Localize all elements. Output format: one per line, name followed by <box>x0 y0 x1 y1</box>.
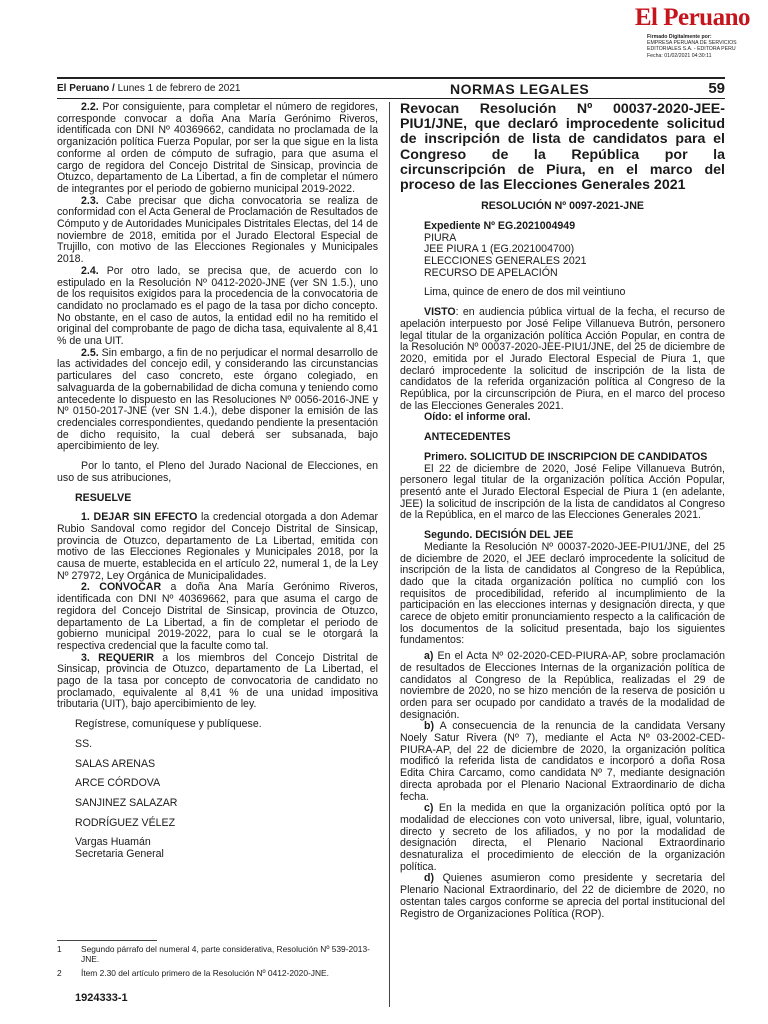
visto-lead: VISTO <box>424 306 456 319</box>
digital-signature-stamp <box>647 34 759 59</box>
expediente-text: Expediente Nº EG.2021004949 <box>424 219 576 232</box>
column-divider <box>389 102 390 1007</box>
item-lead: d) <box>424 872 434 885</box>
para-text: Por otro lado, se precisa que, de acuerdo con lo estipulado en la Resolución Nº 0412-2020-JNE (ver SN 1.5.), uno de los requisitos exigidos para la procedencia de la convocatoria de candidato no proclamado es el pago de la tasa por dicho concepto. No obstante, en el caso de autos, la entidad edil no ha remitido el original del comprobante de pago de dicha tasa, equivalente al 8,41 % de una UIT. <box>57 264 378 348</box>
stamp-line: Firmado Digitalmente por: <box>647 34 712 40</box>
footnote-text: Ítem 2.30 del artículo primero de la Resolución Nº 0412-2020-JNE. <box>81 967 329 978</box>
meta-line: JEE PIURA 1 (EG.2021004700) <box>424 243 575 256</box>
signer-name: RODRÍGUEZ VÉLEZ <box>75 816 176 829</box>
primero-heading-text: Primero. SOLICITUD DE INSCRIPCION DE CANDIDATOS <box>424 450 708 463</box>
para-number: 2.3. <box>81 194 99 207</box>
para-number: 2.5. <box>81 346 99 359</box>
para-text: Cabe precisar que dicha convocatoria se realiza de conformidad con el Acta General de Proclamación de Resultados de Cómputo y de Autoridades Municipales Distritales Electas, del 14 de noviembre de 2018, emitida por el Jurado Electoral Especial de Trujillo, con motivo de las Elecciones Regionales y Municipales 2018. <box>57 194 378 266</box>
antecedentes-text: ANTECEDENTES <box>424 431 511 444</box>
secretary-name: Vargas Huamán <box>75 836 151 849</box>
resolutive-lead: 3. REQUERIR <box>81 651 155 664</box>
fundamento-a <box>400 651 725 721</box>
stamp-line: Fecha: 01/02/2021 04:30:11 <box>647 52 712 59</box>
footnotes <box>57 944 378 981</box>
para-text: Por consiguiente, para completar el número de regidores, corresponde convocar a doña Ana María Gerónimo Riveros, identificada con DNI Nº 40369662, candidata no proclamada de la organización política Fuerza Popular, por ser la que sigue en la lista conforme al orden de cómputo de sufragio, para que asuma el cargo de regidora del Concejo Distrital de Sinsicap, provincia de Otuzco, departamento de La Libertad, a fin de completar el número de integrantes por el periodo de gobierno municipal 2019-2022. <box>57 101 378 195</box>
paragraph-2-3 <box>57 196 378 266</box>
secretary-title: Secretaria General <box>75 848 164 861</box>
para-number: 2.4. <box>81 264 99 277</box>
resolutive-lead: 2. CONVOCAR <box>81 581 162 594</box>
registrese-line: Regístrese, comuníquese y publíquese. <box>75 718 262 731</box>
visto-text: : en audiencia pública virtual de la fecha, el recurso de apelación interpuesto por José Felipe Villanueva Butrón, personero legal titular de la organización política Acción Popular, en contra de la Resolución Nº 00037-2020-JEE-PIU1/JNE, del 25 de diciembre de 2020, emitida por el Jurado Electoral Especial de Piura 1, que declaró improcedente la solicitud de inscripción de la lista de candidatos de la referida organización política al Congreso de la República, por la circunscripción de Piura, en el marco del proceso de las Elecciones Generales 2021. <box>400 306 725 412</box>
publication-code: 1924333-1 <box>75 992 128 1004</box>
antecedentes-heading <box>400 432 725 444</box>
resuelve-text: RESUELVE <box>75 491 132 504</box>
header-date-text: Lunes 1 de febrero de 2021 <box>114 83 241 94</box>
place-date: Lima, quince de enero de dos mil veintiuno <box>424 286 626 299</box>
item-lead: b) <box>424 720 434 733</box>
segundo-paragraph: Mediante la Resolución Nº 00037-2020-JEE-PIU1/JNE, del 25 de diciembre de 2020, el JEE declaró improcedente la solicitud de inscripción de la lista de candidatos al Congreso de la República, dado que la citada organización política no cumplió con los requisitos de procedibilidad, referido al incumplimiento de la participación en las elecciones internas y designación directa, y que carece de objeto emitir pronunciamiento respecto a la calificación de los documentos de la solicitud presentada, bajo los siguientes fundamentos: <box>400 540 725 647</box>
left-column <box>57 102 378 861</box>
resolutive-1 <box>57 512 378 582</box>
footnote <box>57 968 378 978</box>
visto-paragraph <box>400 307 725 412</box>
footnote-number: 1 <box>57 944 62 954</box>
primero-heading <box>400 452 725 464</box>
footnote <box>57 944 378 965</box>
item-text: En la medida en que la organización política optó por la modalidad de elecciones con voto universal, libre, igual, voluntario, directo y secreto de los afiliados, y no por la modalidad de designación directa, el Plenario Nacional Extraordinario desnaturaliza el procedimiento de elección de la organización política. <box>400 802 725 873</box>
resolutive-2 <box>57 582 378 652</box>
resolutive-text: a los miembros del Concejo Distrital de Sinsicap, provincia de Otuzco, departamento de La Libertad, el pago de la tasa por concepto de convocatoria de candidato no proclamado, equivalente al 8,41 % de una unidad impositiva tributaria (UIT), bajo apercibimiento de ley. <box>57 651 378 711</box>
item-text: A consecuencia de la renuncia de la candidata Versany Noely Satur Rivera (Nº 7), mediante el Acta Nº 03-2002-CED-PIURA-AP, del 22 de diciembre de 2020, la organización política modificó la referida lista de candidatos e incorporó a doña Rosa Edita Chira Carcamo, como candidata Nº 7, mediante designación directa aprobada por el Plenario Nacional Extraordinario de dicha fecha. <box>400 720 725 803</box>
ss-line: SS. <box>75 737 93 750</box>
por-tanto-paragraph: Por lo tanto, el Pleno del Jurado Nacional de Elecciones, en uso de sus atribuciones, <box>57 460 378 484</box>
right-column <box>400 102 725 920</box>
fundamento-c <box>400 803 725 873</box>
footnote-number: 2 <box>57 967 62 978</box>
resolutive-lead: 1. DEJAR SIN EFECTO <box>81 511 198 524</box>
resuelve-heading <box>57 493 378 505</box>
resolutive-text: la credencial otorgada a don Ademar Rubio Sandoval como regidor del Concejo Distrital de Sinsicap, provincia de Otuzco, departamento de La Libertad, emitida con motivo de las Elecciones Regionales y Municipales 2018, por la causa de muerte, establecida en el artículo 22, numeral 1, de la Ley Nº 27972, Ley Orgánica de Municipalidades. <box>57 511 378 582</box>
resolution-number <box>400 201 725 213</box>
paragraph-2-5 <box>57 348 378 453</box>
page-number: 59 <box>708 80 725 97</box>
resolutive-3 <box>57 653 378 712</box>
meta-line: ELECCIONES GENERALES 2021 <box>424 255 587 268</box>
header-date <box>57 83 307 94</box>
oido-line <box>400 412 725 424</box>
oido-text: Oído: el informe oral. <box>424 411 531 424</box>
footnote-rule <box>57 940 157 941</box>
primero-paragraph: El 22 de diciembre de 2020, José Felipe Villanueva Butrón, personero legal titular de la organización política Acción Popular, presentó ante el Jurado Electoral Especial de Piura 1 (en adelante, JEE) la solicitud de inscripción de la lista de candidatos al Congreso de la República, en el marco de las Elecciones Generales 2021. <box>400 462 725 522</box>
article-title: Revocan Resolución Nº 00037-2020-JEE-PIU1/JNE, que declaró improcedente solicitud de inscripción de lista de candidatos para el Congreso de la República por la circunscripción de Piura, en el marco del proceso de las Elecciones Generales 2021 <box>400 101 725 194</box>
meta-line: RECURSO DE APELACIÓN <box>424 266 558 279</box>
meta-line: PIURA <box>424 231 457 244</box>
paragraph-2-4 <box>57 266 378 348</box>
header-paper-name: El Peruano / <box>57 83 115 94</box>
stamp-line: EDITORIALES S.A. - EDITORA PERU <box>647 46 736 53</box>
signer-name: SALAS ARENAS <box>75 757 156 770</box>
resolutive-text: a doña Ana María Gerónimo Riveros, identificada con DNI Nº 40369662, para que asuma el cargo de regidora del Concejo Distrital de Sinsicap, provincia de Otuzco, departamento de La Libertad, a fin de completar el periodo de gobierno municipal 2019-2022, para lo cual se le otorgará la respectiva credencial que la faculte como tal. <box>57 581 379 652</box>
para-text: Sin embargo, a fin de no perjudicar el normal desarrollo de las actividades del concejo edil, y considerando las circunstancias particulares del caso concreto, este órgano colegiado, en salvaguarda de la gobernabilidad de dicha comuna y teniendo como antecedente lo dispuesto en las Resoluciones Nº 0056-2016-JNE y Nº 0150-2017-JNE (ver SN 1.4.), debe disponer la emisión de las credenciales correspondientes, quedando pendiente la presentación de dicho requisito, la cual deberá ser subsanada, bajo apercibimiento de ley. <box>57 346 378 453</box>
signer-name: SANJINEZ SALAZAR <box>75 796 178 809</box>
signer-name: ARCE CÓRDOVA <box>75 777 161 790</box>
item-lead: c) <box>424 802 434 815</box>
para-number: 2.2. <box>81 101 99 113</box>
section-title: NORMAS LEGALES <box>450 80 590 97</box>
item-lead: a) <box>424 650 434 663</box>
fundamento-b <box>400 721 725 803</box>
paragraph-2-2 <box>57 102 378 196</box>
segundo-heading-text: Segundo. DECISIÓN DEL JEE <box>424 529 574 542</box>
expediente <box>400 221 725 233</box>
item-text: Quienes asumieron como presidente y secretaria del Plenario Nacional Extraordinario, del 22 de diciembre de 2020, no ostentan tales cargos conforme se aprecia del portal institucional del Registro de Organizaciones Política (ROP). <box>400 872 725 920</box>
stamp-line: EMPRESA PERUANA DE SERVICIOS <box>647 40 737 47</box>
running-header <box>57 77 725 99</box>
footnote-text: Segundo párrafo del numeral 4, parte considerativa, Resolución Nº 539-2013-JNE. <box>81 944 370 965</box>
item-text: En el Acta Nº 02-2020-CED-PIURA-AP, sobre proclamación de resultados de Elecciones Internas de la organización política de candidatos al Congreso de la República, realizadas el 29 de noviembre de 2020, no se hizo mención de la reserva de posición u orden para ser ocupado por candidato a través de la modalidad de designación. <box>400 650 725 721</box>
newspaper-logo: El Peruano <box>634 4 750 31</box>
resolution-number-text: RESOLUCIÓN Nº 0097-2021-JNE <box>481 200 644 213</box>
fundamento-d <box>400 873 725 920</box>
